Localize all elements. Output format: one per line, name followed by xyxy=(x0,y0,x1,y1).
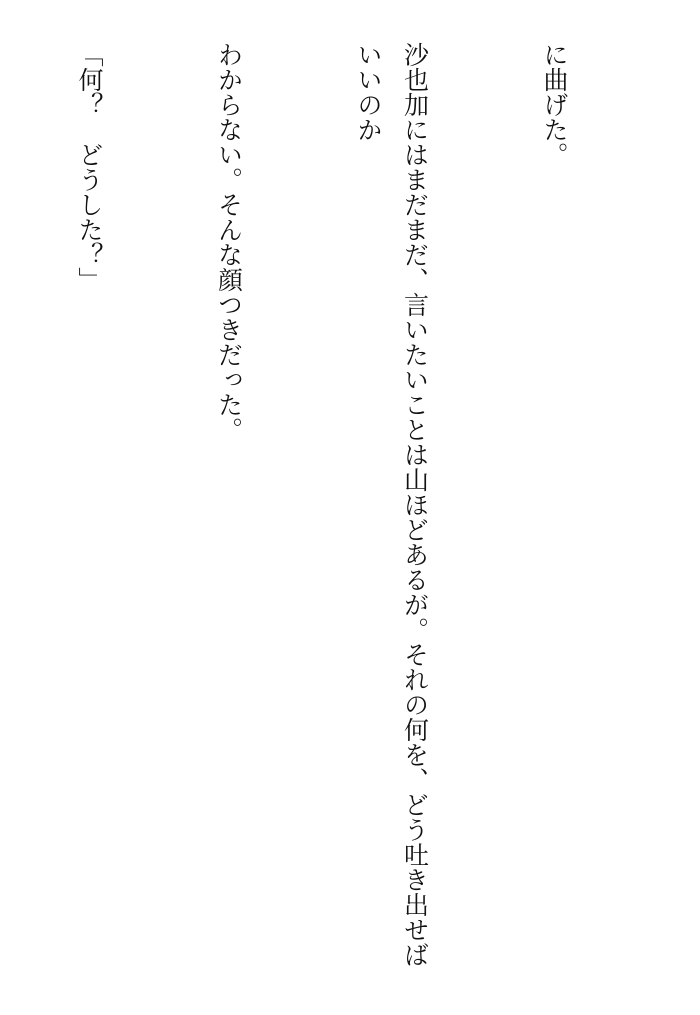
vertical-text-body xyxy=(0,42,670,987)
text-line: わからない。そんな顔つきだった。 xyxy=(214,42,244,442)
text-line: に曲げた。 xyxy=(540,42,569,167)
text-line: 沙也加にはまだまだ、言いたいことは山ほどあるが。それの何を、どう吐き出せばいいのか xyxy=(354,42,430,967)
text-line: 「何？ どうした？」 xyxy=(75,42,104,292)
